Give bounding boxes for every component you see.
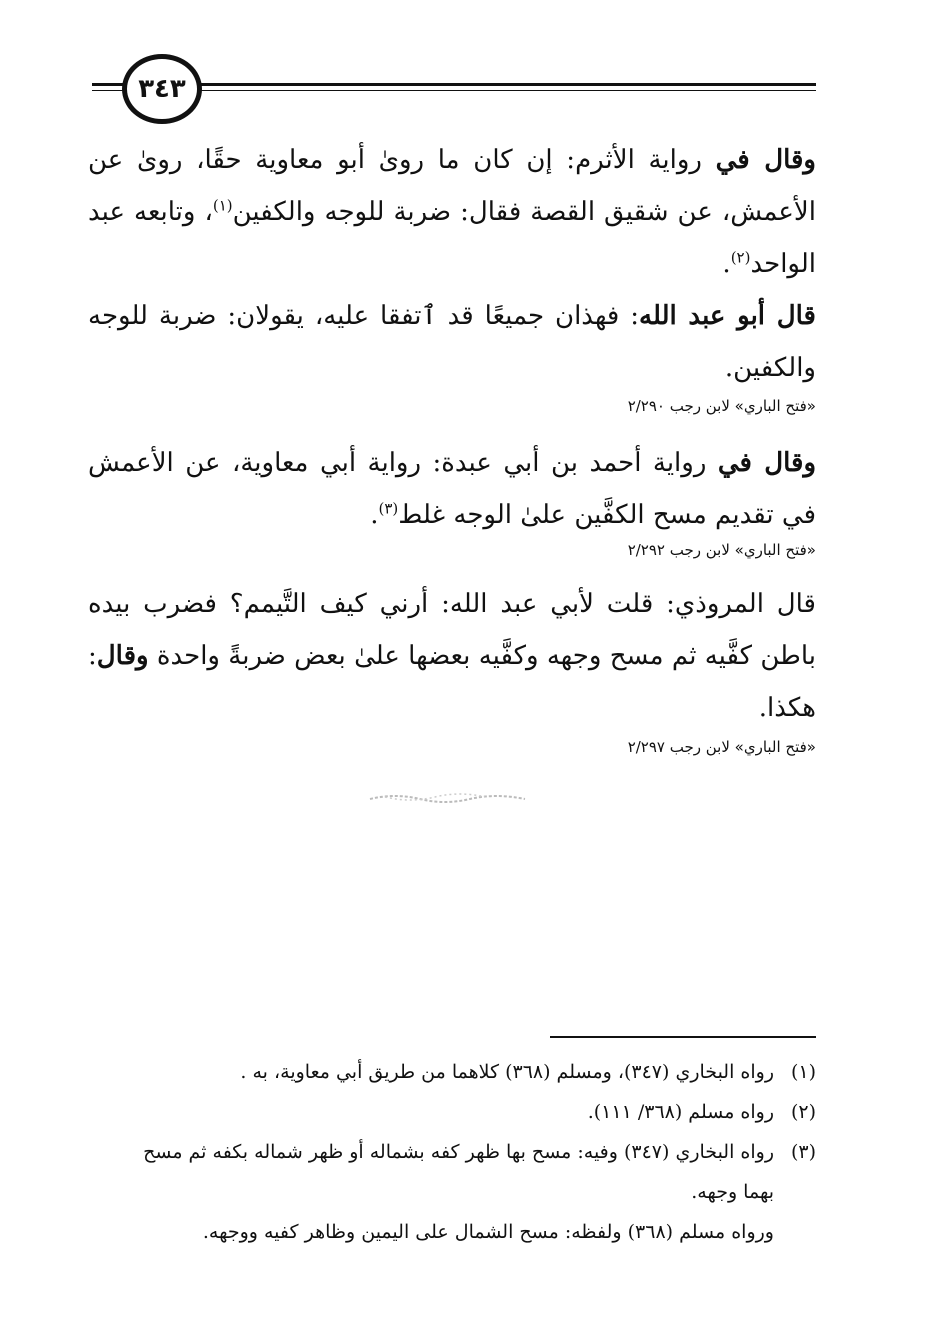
footnote-ref-2[interactable]: (٢) [730, 248, 751, 267]
footnote-text: رواه مسلم (٣٦٨/ ١١١). [587, 1101, 774, 1123]
footnote-2 [112, 1092, 816, 1132]
paragraph-text: قال المروذي: قلت لأبي عبد الله: أرني كيف التَّيمم؟ فضرب بيده باطن كفَّيه ثم مسح وجهه وكفَّيه بعضها علىٰ بعض ضربةً واحدة [88, 589, 816, 671]
footnotes [112, 1052, 816, 1252]
footnote-text: ورواه مسلم (٣٦٨) ولفظه: مسح الشمال على اليمين وظاهر كفيه ووجهه. [202, 1221, 774, 1243]
paragraph-lead: وقال [96, 641, 149, 671]
footnote-text: رواه البخاري (٣٤٧) وفيه: مسح بها ظهر كفه بشماله أو ظهر شماله بكفه ثم مسح بهما وجهه. [143, 1141, 774, 1203]
paragraph-lead: قال أبو عبد الله [639, 301, 816, 331]
paragraph-lead: وقال في [715, 145, 816, 175]
page-number: ٣٤٣ [138, 74, 186, 104]
paragraph-text: رواية أحمد بن أبي عبدة: رواية أبي معاوية، عن الأعمش في تقديم مسح الكفَّين علىٰ الوجه غلط [88, 448, 816, 530]
footnote-1 [112, 1052, 816, 1092]
footnote-rule [550, 1036, 816, 1038]
footnote-ref-1[interactable]: (١) [212, 196, 233, 215]
footnote-number: (٢) [790, 1101, 816, 1123]
paragraph-text: رواية الأثرم: إن كان ما روىٰ أبو معاوية حقًا، روىٰ عن الأعمش، عن شقيق القصة فقال: ضربة للوجه والكفين [88, 145, 816, 227]
paragraph-end: : هكذا. [88, 641, 816, 723]
paragraph-end: . [722, 249, 731, 279]
footnote-3 [112, 1132, 816, 1212]
paragraph-marwazi [88, 578, 816, 734]
footnote-ref-3[interactable]: (٣) [378, 499, 399, 518]
footnote-number: (٣) [790, 1141, 816, 1163]
footnote-3-continued [112, 1212, 816, 1252]
footnote-text: رواه البخاري (٣٤٧)، ومسلم (٣٦٨) كلاهما من طريق أبي معاوية، به . [240, 1061, 774, 1083]
paragraph-text: : فهذان جميعًا قد ٱتفقا عليه، يقولان: ضربة للوجه والكفين. [88, 301, 816, 383]
paragraph-athram [88, 134, 816, 290]
section-ornament [365, 791, 535, 805]
paragraph-abu-abdullah [88, 290, 816, 394]
page-number-badge [122, 54, 202, 124]
paragraph-end: . [370, 500, 379, 530]
paragraph-lead: وقال في [717, 448, 817, 478]
footnote-number: (١) [790, 1061, 816, 1083]
source-citation: «فتح الباري» لابن رجب ٢/٢٩٢ [627, 541, 816, 559]
source-citation: «فتح الباري» لابن رجب ٢/٢٩٠ [627, 397, 816, 415]
paragraph-ahmad-ibn-abi-abda [88, 437, 816, 541]
source-citation: «فتح الباري» لابن رجب ٢/٢٩٧ [627, 738, 816, 756]
paragraph-text: ، وتابعه عبد الواحد [88, 197, 816, 279]
